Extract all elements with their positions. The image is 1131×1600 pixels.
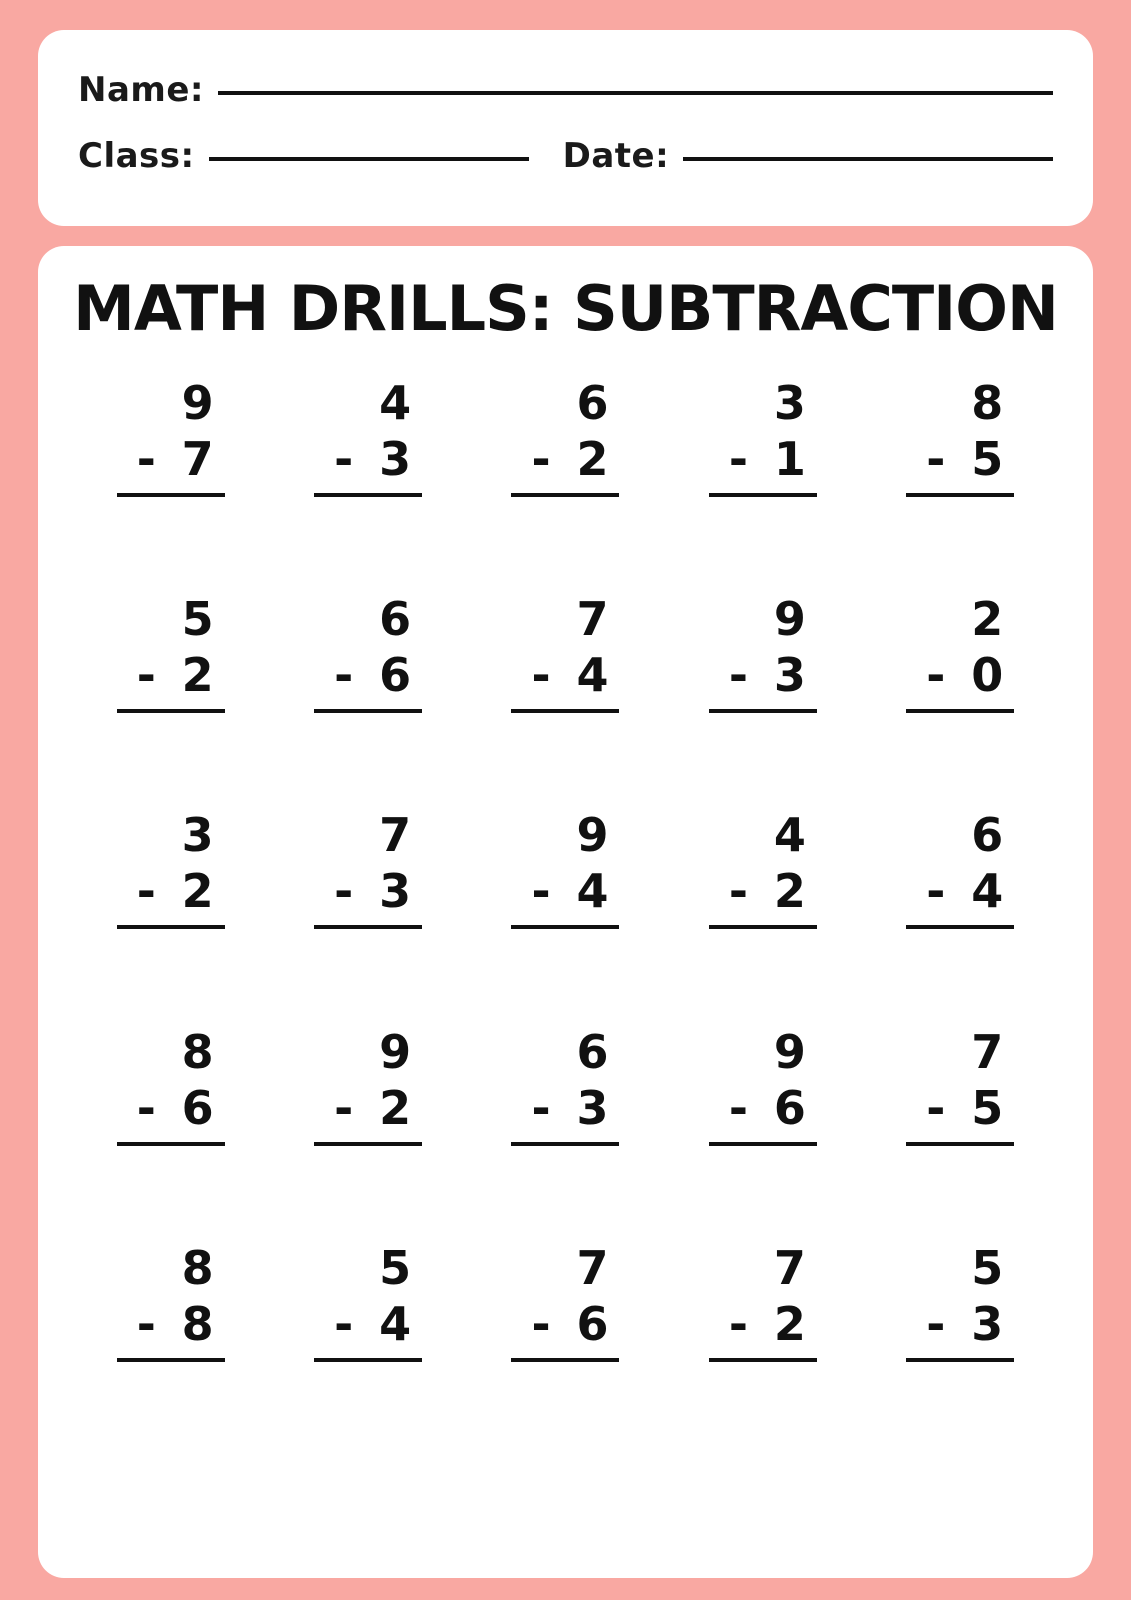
- subtrahend: 6: [773, 1080, 806, 1135]
- answer-line[interactable]: [511, 1142, 619, 1146]
- problem-item: [72, 1006, 269, 1222]
- answer-line[interactable]: [906, 493, 1014, 497]
- subtrahend: 4: [576, 864, 609, 919]
- minuend: 9: [181, 376, 214, 430]
- problem-item: [269, 1222, 466, 1438]
- name-field-row: [78, 70, 1053, 110]
- subtrahend: 3: [379, 432, 412, 486]
- answer-line[interactable]: [709, 493, 817, 497]
- minus-sign: -: [728, 1296, 748, 1351]
- subtrahend: 2: [181, 648, 214, 703]
- problem-item: [862, 357, 1059, 573]
- minus-sign: -: [334, 1296, 354, 1351]
- problem-item: [467, 357, 664, 573]
- problem-item: [467, 1006, 664, 1222]
- problem-item: [467, 789, 664, 1005]
- problem-item: [664, 1006, 861, 1222]
- minus-sign: -: [728, 432, 748, 486]
- subtrahend: 5: [971, 432, 1004, 486]
- minuend: 9: [773, 1024, 806, 1079]
- minuend: 7: [971, 1024, 1004, 1079]
- answer-line[interactable]: [117, 493, 225, 497]
- problem-item: [862, 789, 1059, 1005]
- minuend: 5: [379, 1240, 412, 1295]
- subtrahend: 2: [773, 864, 806, 919]
- answer-line[interactable]: [314, 1142, 422, 1146]
- problem-item: [467, 573, 664, 789]
- subtrahend: 4: [379, 1296, 412, 1351]
- answer-line[interactable]: [314, 709, 422, 713]
- minus-sign: -: [926, 1080, 946, 1135]
- minuend: 7: [576, 592, 609, 647]
- problem-item: [467, 1222, 664, 1438]
- problem-item: [862, 1006, 1059, 1222]
- subtrahend: 6: [181, 1080, 214, 1135]
- minus-sign: -: [334, 1080, 354, 1135]
- minuend: 6: [971, 808, 1004, 863]
- subtrahend: 3: [576, 1080, 609, 1135]
- minus-sign: -: [334, 432, 354, 486]
- problem-item: [664, 789, 861, 1005]
- minuend: 7: [576, 1240, 609, 1295]
- problem-item: [269, 573, 466, 789]
- minus-sign: -: [926, 648, 946, 703]
- answer-line[interactable]: [709, 709, 817, 713]
- minus-sign: -: [136, 1080, 156, 1135]
- problem-item: [862, 573, 1059, 789]
- minus-sign: -: [926, 864, 946, 919]
- answer-line[interactable]: [117, 925, 225, 929]
- class-date-field-row: [78, 136, 1053, 176]
- minuend: 8: [181, 1024, 214, 1079]
- name-label: Name:: [78, 70, 204, 110]
- minuend: 4: [379, 376, 412, 430]
- subtrahend: 5: [971, 1080, 1004, 1135]
- minus-sign: -: [136, 432, 156, 486]
- problem-item: [72, 573, 269, 789]
- minuend: 5: [181, 592, 214, 647]
- problem-item: [664, 573, 861, 789]
- answer-line[interactable]: [314, 925, 422, 929]
- minus-sign: -: [728, 648, 748, 703]
- answer-line[interactable]: [511, 709, 619, 713]
- minus-sign: -: [531, 1296, 551, 1351]
- minuend: 7: [773, 1240, 806, 1295]
- answer-line[interactable]: [709, 1142, 817, 1146]
- minus-sign: -: [136, 648, 156, 703]
- date-label: Date:: [562, 136, 670, 176]
- subtrahend: 6: [576, 1296, 609, 1351]
- answer-line[interactable]: [709, 925, 817, 929]
- minus-sign: -: [531, 1080, 551, 1135]
- minus-sign: -: [728, 864, 748, 919]
- problem-item: [72, 1222, 269, 1438]
- subtrahend: 3: [379, 864, 412, 919]
- problem-item: [664, 357, 861, 573]
- minuend: 9: [773, 592, 806, 647]
- subtrahend: 4: [576, 648, 609, 703]
- date-input-line[interactable]: [683, 157, 1053, 161]
- problem-item: [269, 1006, 466, 1222]
- minuend: 3: [181, 808, 214, 863]
- answer-line[interactable]: [314, 1358, 422, 1362]
- subtrahend: 1: [773, 432, 806, 486]
- problems-grid: [72, 357, 1059, 1548]
- answer-line[interactable]: [117, 709, 225, 713]
- answer-line[interactable]: [906, 1142, 1014, 1146]
- subtrahend: 2: [379, 1080, 412, 1135]
- minus-sign: -: [728, 1080, 748, 1135]
- minuend: 4: [773, 808, 806, 863]
- minuend: 9: [379, 1024, 412, 1079]
- minuend: 8: [181, 1240, 214, 1295]
- subtrahend: 2: [576, 432, 609, 486]
- subtrahend: 6: [379, 648, 412, 703]
- answer-line[interactable]: [906, 1358, 1014, 1362]
- problem-item: [664, 1222, 861, 1438]
- problem-item: [862, 1222, 1059, 1438]
- minuend: 7: [379, 808, 412, 863]
- minus-sign: -: [531, 864, 551, 919]
- student-info-card: [38, 30, 1093, 226]
- minuend: 9: [576, 808, 609, 863]
- answer-line[interactable]: [511, 925, 619, 929]
- minuend: 8: [971, 376, 1004, 430]
- answer-line[interactable]: [117, 1358, 225, 1362]
- name-input-line[interactable]: [218, 91, 1053, 95]
- answer-line[interactable]: [709, 1358, 817, 1362]
- problem-item: [269, 357, 466, 573]
- minuend: 6: [379, 592, 412, 647]
- minuend: 5: [971, 1240, 1004, 1295]
- minuend: 2: [971, 592, 1004, 647]
- subtrahend: 7: [181, 432, 214, 486]
- answer-line[interactable]: [314, 493, 422, 497]
- subtrahend: 3: [971, 1296, 1004, 1351]
- answer-line[interactable]: [906, 925, 1014, 929]
- minus-sign: -: [926, 432, 946, 486]
- subtrahend: 8: [181, 1296, 214, 1351]
- minus-sign: -: [136, 864, 156, 919]
- problem-item: [72, 357, 269, 573]
- minus-sign: -: [531, 432, 551, 486]
- minuend: 3: [773, 376, 806, 430]
- class-label: Class:: [78, 136, 195, 176]
- page-title: MATH DRILLS: SUBTRACTION: [73, 272, 1058, 345]
- minus-sign: -: [136, 1296, 156, 1351]
- answer-line[interactable]: [511, 1358, 619, 1362]
- answer-line[interactable]: [906, 709, 1014, 713]
- minuend: 6: [576, 1024, 609, 1079]
- answer-line[interactable]: [511, 493, 619, 497]
- problem-item: [72, 789, 269, 1005]
- minus-sign: -: [334, 648, 354, 703]
- subtrahend: 0: [971, 648, 1004, 703]
- class-input-line[interactable]: [209, 157, 529, 161]
- problem-item: [269, 789, 466, 1005]
- minus-sign: -: [531, 648, 551, 703]
- subtrahend: 2: [773, 1296, 806, 1351]
- worksheet-card: [38, 246, 1093, 1578]
- minus-sign: -: [926, 1296, 946, 1351]
- subtrahend: 3: [773, 648, 806, 703]
- minuend: 6: [576, 376, 609, 430]
- answer-line[interactable]: [117, 1142, 225, 1146]
- subtrahend: 2: [181, 864, 214, 919]
- subtrahend: 4: [971, 864, 1004, 919]
- minus-sign: -: [334, 864, 354, 919]
